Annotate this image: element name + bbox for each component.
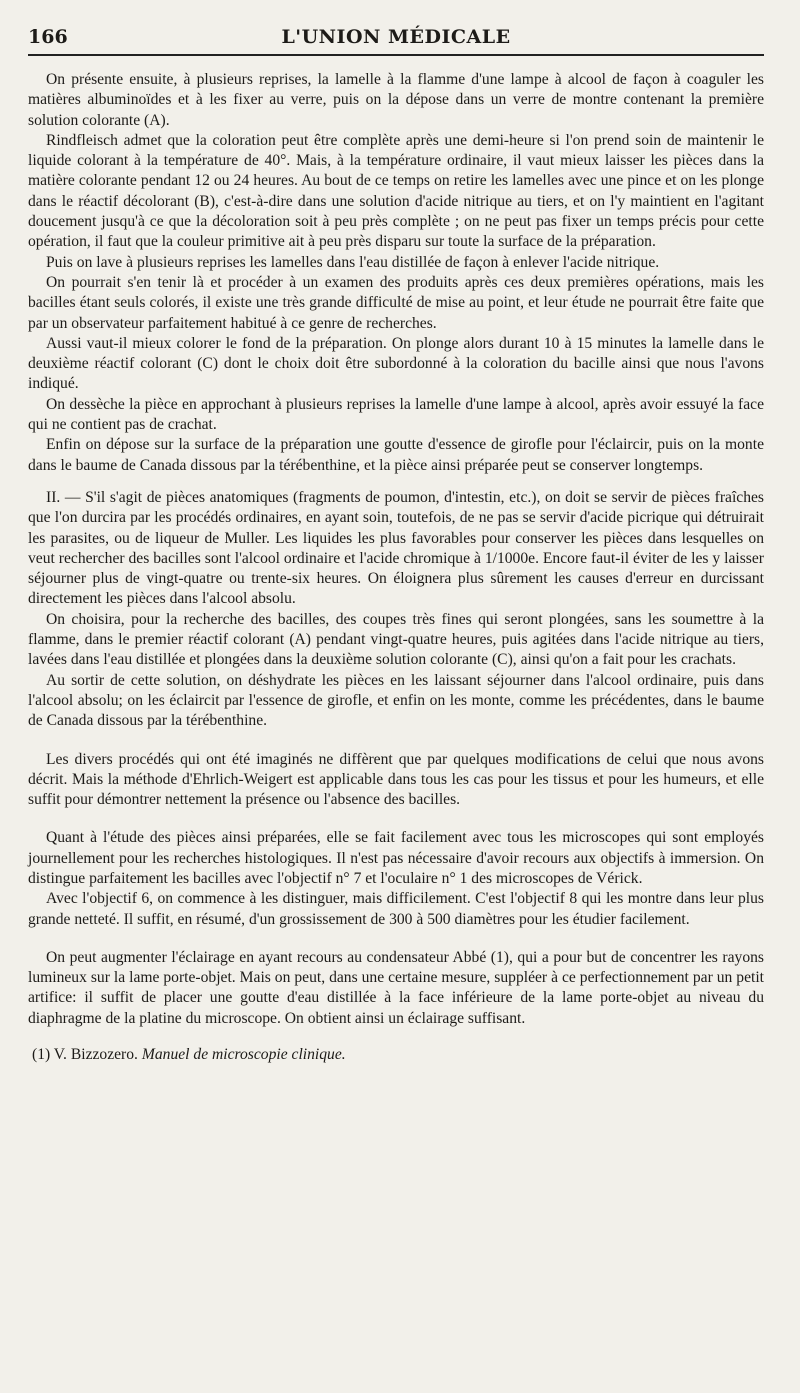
body-text <box>28 70 764 1029</box>
footnote-title: Manuel de microscopie clinique. <box>141 1046 346 1064</box>
paragraph: Quant à l'étude des pièces ainsi préparées, elle se fait facilement avec tous les microscopes qui sont employés journellement pour les recherches histologiques. Il n'est pas nécessaire d'avoir recours aux objectifs à immersion. On distingue parfaitement les bacilles avec l'objectif n° 7 et l'oculaire n° 1 des microscopes de Vérick. <box>28 829 764 887</box>
paragraph: Aussi vaut-il mieux colorer le fond de la préparation. On plonge alors durant 10 à 15 minutes la lamelle dans le deuxième réactif colorant (C) dont le choix doit être subordonné à la coloration du bacille ainsi que nous l'avons indiqué. <box>28 334 764 393</box>
paragraph: Au sortir de cette solution, on déshydrate les pièces en les laissant séjourner dans l'alcool ordinaire, puis dans l'alcool absolu; on les éclaircit par l'essence de girofle, et enfin on les monte, comme les précédentes, dans le baume de Canada dissous par la térébenthine. <box>28 671 764 730</box>
paragraph: On choisira, pour la recherche des bacilles, des coupes très fines qui seront plongées, sans les soumettre à la flamme, dans le premier réactif colorant (A) pendant vingt-quatre heures, puis agitées dans l'acide nitrique au tiers, lavées dans l'eau distillée et plongées dans la deuxième solution colorante (C), ainsi qu'on a fait pour les crachats. <box>28 610 764 669</box>
paragraph: On dessèche la pièce en approchant à plusieurs reprises la lamelle d'une lampe à alcool, après avoir essuyé la face qui ne contient pas de crachat. <box>28 395 764 434</box>
footnote <box>28 1045 764 1065</box>
paragraph: On peut augmenter l'éclairage en ayant recours au condensateur Abbé (1), qui a pour but de concentrer les rayons lumineux sur la lame porte-objet. Mais on peut, dans une certaine mesure, suppléer à ce perfectionnement par un petit artifice: il suffit de placer une goutte d'eau distillée à la face inférieure de la lame porte-objet au niveau du diaphragme de la platine du microscope. On obtient ainsi un éclairage suffisant. <box>28 948 764 1027</box>
paragraph: On présente ensuite, à plusieurs reprises, la lamelle à la flamme d'une lampe à alcool de façon à coaguler les matières albuminoïdes et à les fixer au verre, puis on la dépose dans un verre de montre contenant la première solution colorante (A). <box>28 71 764 129</box>
paragraph: Enfin on dépose sur la surface de la préparation une goutte d'essence de girofle pour l'éclaircir, puis on la monte dans le baume de Canada dissous par la térébenthine, et la pièce ainsi préparée peut se conserver longtemps. <box>28 436 764 474</box>
paragraph: Avec l'objectif 6, on commence à les distinguer, mais difficilement. C'est l'objectif 8 qui les montre dans leur plus grande netteté. Il suffit, en résumé, d'un grossissement de 300 à 500 diamètres pour les étudier facilement. <box>28 890 764 928</box>
paragraph: Les divers procédés qui ont été imaginés ne diffèrent que par quelques modifications de celui que nous avons décrit. Mais la méthode d'Ehrlich-Weigert est applicable dans tous les cas pour les tissus et pour les humeurs, et elle suffit pour démontrer nettement la présence ou l'absence des bacilles. <box>28 750 764 809</box>
section-paragraph: II. — S'il s'agit de pièces anatomiques (fragments de poumon, d'intestin, etc.), on doit se servir de pièces fraîches que l'on durcira par les procédés ordinaires, en ayant soin, toutefois, de ne pas se servir d'acide picrique qui détruirait les parasites, ou de liqueur de Muller. Les liquides les plus favorables pour conserver les pièces dans lesquelles on veut rechercher des bacilles sont l'alcool ordinaire et l'acide chromique à 1/1000e. Encore faut-il éviter de les y laisser séjourner plus de vingt-quatre ou trente-six heures. On éloignera plus sûrement les causes d'erreur en durcissant directement les pièces dans l'alcool absolu. <box>28 488 764 608</box>
footnote-marker: (1) V. Bizzozero. <box>32 1046 138 1064</box>
page-header <box>28 24 764 56</box>
paragraph: Rindfleisch admet que la coloration peut être complète après une demi-heure si l'on prend soin de maintenir le liquide colorant à la température de 40°. Mais, à la température ordinaire, il vaut mieux laisser les pièces dans la matière colorante pendant 12 ou 24 heures. Au bout de ce temps on retire les lamelles avec une pince et on les plonge dans le réactif décolorant (B), c'est-à-dire dans une solution d'acide nitrique au tiers, et on l'y maintient en l'agitant doucement jusqu'à ce que la décoloration soit à peu près complète ; on ne peut pas fixer un temps précis pour cette opération, il faut que la couleur primitive ait à peu près disparu sur toute la surface de la préparation. <box>28 131 764 251</box>
paragraph: Puis on lave à plusieurs reprises les lamelles dans l'eau distillée de façon à enlever l'acide nitrique. <box>46 253 660 271</box>
running-title: L'UNION MÉDICALE <box>281 26 511 48</box>
paragraph: On pourrait s'en tenir là et procéder à un examen des produits après ces deux premières opérations, mais les bacilles étant seuls colorés, il existe une très grande difficulté de mise au point, et leur étude ne pourrait être faite que par un observateur parfaitement habitué à ce genre de recherches. <box>28 273 764 332</box>
page-number: 166 <box>28 26 68 48</box>
